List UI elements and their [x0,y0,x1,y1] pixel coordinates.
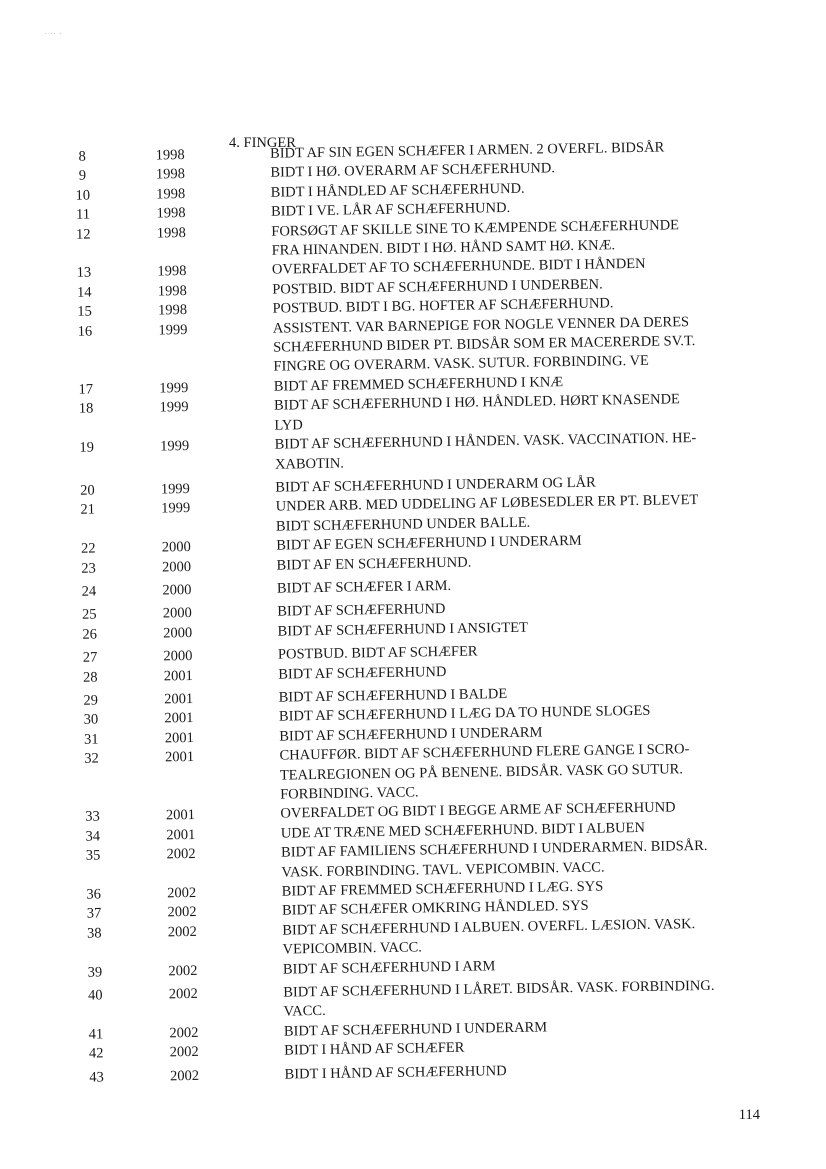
record-text: OVERFALDET AF TO SCHÆFERHUNDE. BIDT I HÅNDEN [271,256,646,279]
record-text: BIDT AF EN SCHÆFERHUND. [276,554,472,574]
record-number: 26 [82,626,98,643]
record-text: TEALREGIONEN OG PÅ BENENE. BIDSÅR. VASK GO SUTUR. [279,760,684,784]
record-text: FRA HINANDEN. BIDT I HØ. HÅND SAMT HØ. KNÆ. [271,237,616,259]
record-number: 18 [78,400,94,418]
record-year: 2000 [162,581,192,599]
record-text: OVERFALDET OG BIDT I BEGGE ARME AF SCHÆFERHUND [280,799,676,823]
record-number: 41 [88,1026,104,1043]
record-year: 2000 [162,605,192,622]
section-heading: 4. FINGER [229,135,296,151]
record-year: 1998 [157,263,187,280]
record-text: BIDT AF FREMMED SCHÆFERHUND I LÆG. SYS [281,878,604,900]
record-number: 20 [80,482,95,499]
record-text: BIDT AF SIN EGEN SCHÆFER I ARMEN. 2 OVERFL. BIDSÅR [269,139,665,162]
record-number: 13 [76,264,92,282]
record-year: 2002 [169,1024,199,1042]
record-text: VEPICOMBIN. VACC. [282,939,422,958]
record-text: BIDT I HØ. OVERARM AF SCHÆFERHUND. [270,160,556,182]
record-number: 24 [81,583,97,600]
record-text: UNDER ARB. MED UDDELING AF LØBESEDLER ER PT. BLEVET [275,492,699,515]
record-text: BIDT AF SCHÆFER I ARM. [276,577,452,597]
record-text: FORBINDING. VACC. [280,784,419,803]
record-text: BIDT I HÅNDLED AF SCHÆFERHUND. [270,180,525,201]
record-year: 2002 [168,986,198,1003]
record-text: BIDT AF SCHÆFERHUND [277,601,446,620]
record-text: BIDT AF SCHÆFERHUND I LÆG DA TO HUNDE SLOGES [278,703,651,726]
record-year: 2001 [164,729,194,747]
record-text: BIDT AF SCHÆFERHUND I LÅRET. BIDSÅR. VASK. FORBINDING. [283,977,715,1001]
record-year: 1999 [160,438,190,455]
record-text: FORSØGT AF SKILLE SINE TO KÆMPENDE SCHÆFERHUNDE [271,216,680,240]
page-number: 114 [738,1107,760,1123]
record-number: 32 [84,750,99,767]
record-text: BIDT AF SCHÆFERHUND I UNDERARM OG LÅR [275,474,596,496]
record-text: BIDT I VE. LÅR AF SCHÆFERHUND. [270,200,511,220]
record-year: 2001 [166,826,196,844]
record-year: 2001 [164,749,195,766]
record-number: 10 [75,187,91,204]
record-year: 2002 [168,962,198,980]
record-number: 31 [83,731,99,748]
record-year: 2001 [163,667,193,684]
record-text: BIDT AF FREMMED SCHÆFERHUND I KNÆ [273,374,564,395]
record-number: 33 [85,808,100,826]
record-number: 25 [81,606,97,624]
record-year: 1998 [156,224,186,242]
record-text: VASK. FORBINDING. TAVL. VEPICOMBIN. VACC. [281,859,605,881]
record-year: 2001 [164,710,194,727]
record-number: 30 [83,711,99,729]
record-number: 40 [87,987,103,1004]
record-year: 2002 [169,1067,200,1085]
record-number: 12 [75,226,91,243]
record-year: 1998 [155,147,185,164]
record-year: 2002 [167,923,197,941]
record-text: BIDT AF SCHÆFERHUND I UNDERARM [283,1019,548,1040]
record-year: 2002 [166,846,196,863]
record-year: 1998 [155,166,186,183]
record-number: 39 [87,964,103,981]
record-year: 2002 [167,904,197,921]
record-year: 2002 [167,884,197,902]
record-year: 2001 [165,807,196,824]
record-number: 34 [85,828,101,845]
record-number: 42 [88,1045,104,1062]
record-text: BIDT AF SCHÆFERHUND I UNDERARM [279,724,543,745]
record-number: 14 [76,284,92,301]
record-number: 22 [80,540,96,557]
record-text: BIDT AF SCHÆFERHUND I ANSIGTET [277,619,529,640]
record-text: FINGRE OG OVERARM. VASK. SUTUR. FORBINDING. VE [273,353,649,376]
record-number: 27 [82,649,98,666]
record-year: 1998 [157,302,188,319]
record-year: 1999 [160,480,190,498]
record-number: 38 [86,925,102,942]
record-number: 9 [78,168,87,185]
record-year: 2000 [161,558,192,575]
record-text: CHAUFFØR. BIDT AF SCHÆFERHUND FLERE GANGE I SCRO- [279,741,690,764]
record-text: BIDT SCHÆFERHUND UNDER BALLE. [275,514,531,535]
records-list [60,137,775,1088]
record-number: 35 [85,847,101,864]
record-year: 1998 [156,185,186,203]
record-text: BIDT AF SCHÆFERHUND I HÅNDEN. VASK. VACCINATION. HE- [274,430,697,453]
record-text: BIDT AF SCHÆFERHUND I ARM [282,957,496,978]
record-number: 8 [78,148,86,165]
record-number: 16 [77,323,93,340]
record-text: XABOTIN. [274,455,344,473]
record-year: 1999 [159,379,189,397]
record-year: 1999 [161,500,191,517]
record-year: 2001 [164,690,194,708]
record-text: SCHÆFERHUND BIDER PT. BIDSÅR SOM ER MACERERDE SV.T. [273,333,696,356]
record-year: 2000 [163,624,193,642]
record-text: LYD [274,416,303,434]
record-text: POSTBID. BIDT AF SCHÆFERHUND I UNDERBEN. [272,276,603,298]
record-year: 2002 [169,1044,199,1061]
record-year: 2000 [163,648,193,665]
record-text: POSTBUD. BIDT I BG. HOFTER AF SCHÆFERHUND. [272,295,614,317]
record-number: 28 [82,669,98,686]
record-text: BIDT AF SCHÆFER OMKRING HÅNDLED. SYS [281,898,589,920]
record-number: 17 [78,381,94,398]
record-text: BIDT AF SCHÆFERHUND I ALBUEN. OVERFL. LÆSION. VASK. [282,915,696,939]
record-text: BIDT AF EGEN SCHÆFERHUND I UNDERARM [276,532,582,554]
record-number: 29 [83,692,99,709]
record-text: UDE AT TRÆNE MED SCHÆFERHUND. BIDT I ALBUEN [280,819,646,842]
record-number: 43 [89,1069,104,1086]
record-number: 36 [86,886,102,903]
record-number: 11 [75,206,91,223]
record-text: ASSISTENT. VAR BARNEPIGE FOR NOGLE VENNER DA DERES [272,313,690,337]
record-number: 37 [86,905,102,923]
record-number: 19 [79,439,95,456]
record-year: 1999 [159,399,189,416]
scan-speck: · ·· · [44,30,63,38]
record-text: BIDT I HÅND AF SCHÆFER [284,1040,465,1059]
record-text: VACC. [283,1003,326,1021]
record-text: BIDT AF SCHÆFERHUND I HØ. HÅNDLED. HØRT KNASENDE [273,391,680,414]
record-text: BIDT AF SCHÆFERHUND [278,663,447,683]
record-number: 23 [81,560,96,577]
record-text: BIDT AF FAMILIENS SCHÆFERHUND I UNDERARMEN. BIDSÅR. [280,838,708,861]
record-year: 1998 [157,282,187,300]
record-text: POSTBUD. BIDT AF SCHÆFER [277,643,478,663]
record-year: 2000 [161,539,191,556]
record-text: BIDT AF SCHÆFERHUND I BALDE [278,686,508,706]
record-text: BIDT I HÅND AF SCHÆFERHUND [284,1062,507,1083]
record-year: 1998 [156,205,186,222]
record-number: 15 [77,303,92,320]
record-number: 21 [80,501,96,519]
record-year: 1999 [158,321,188,339]
